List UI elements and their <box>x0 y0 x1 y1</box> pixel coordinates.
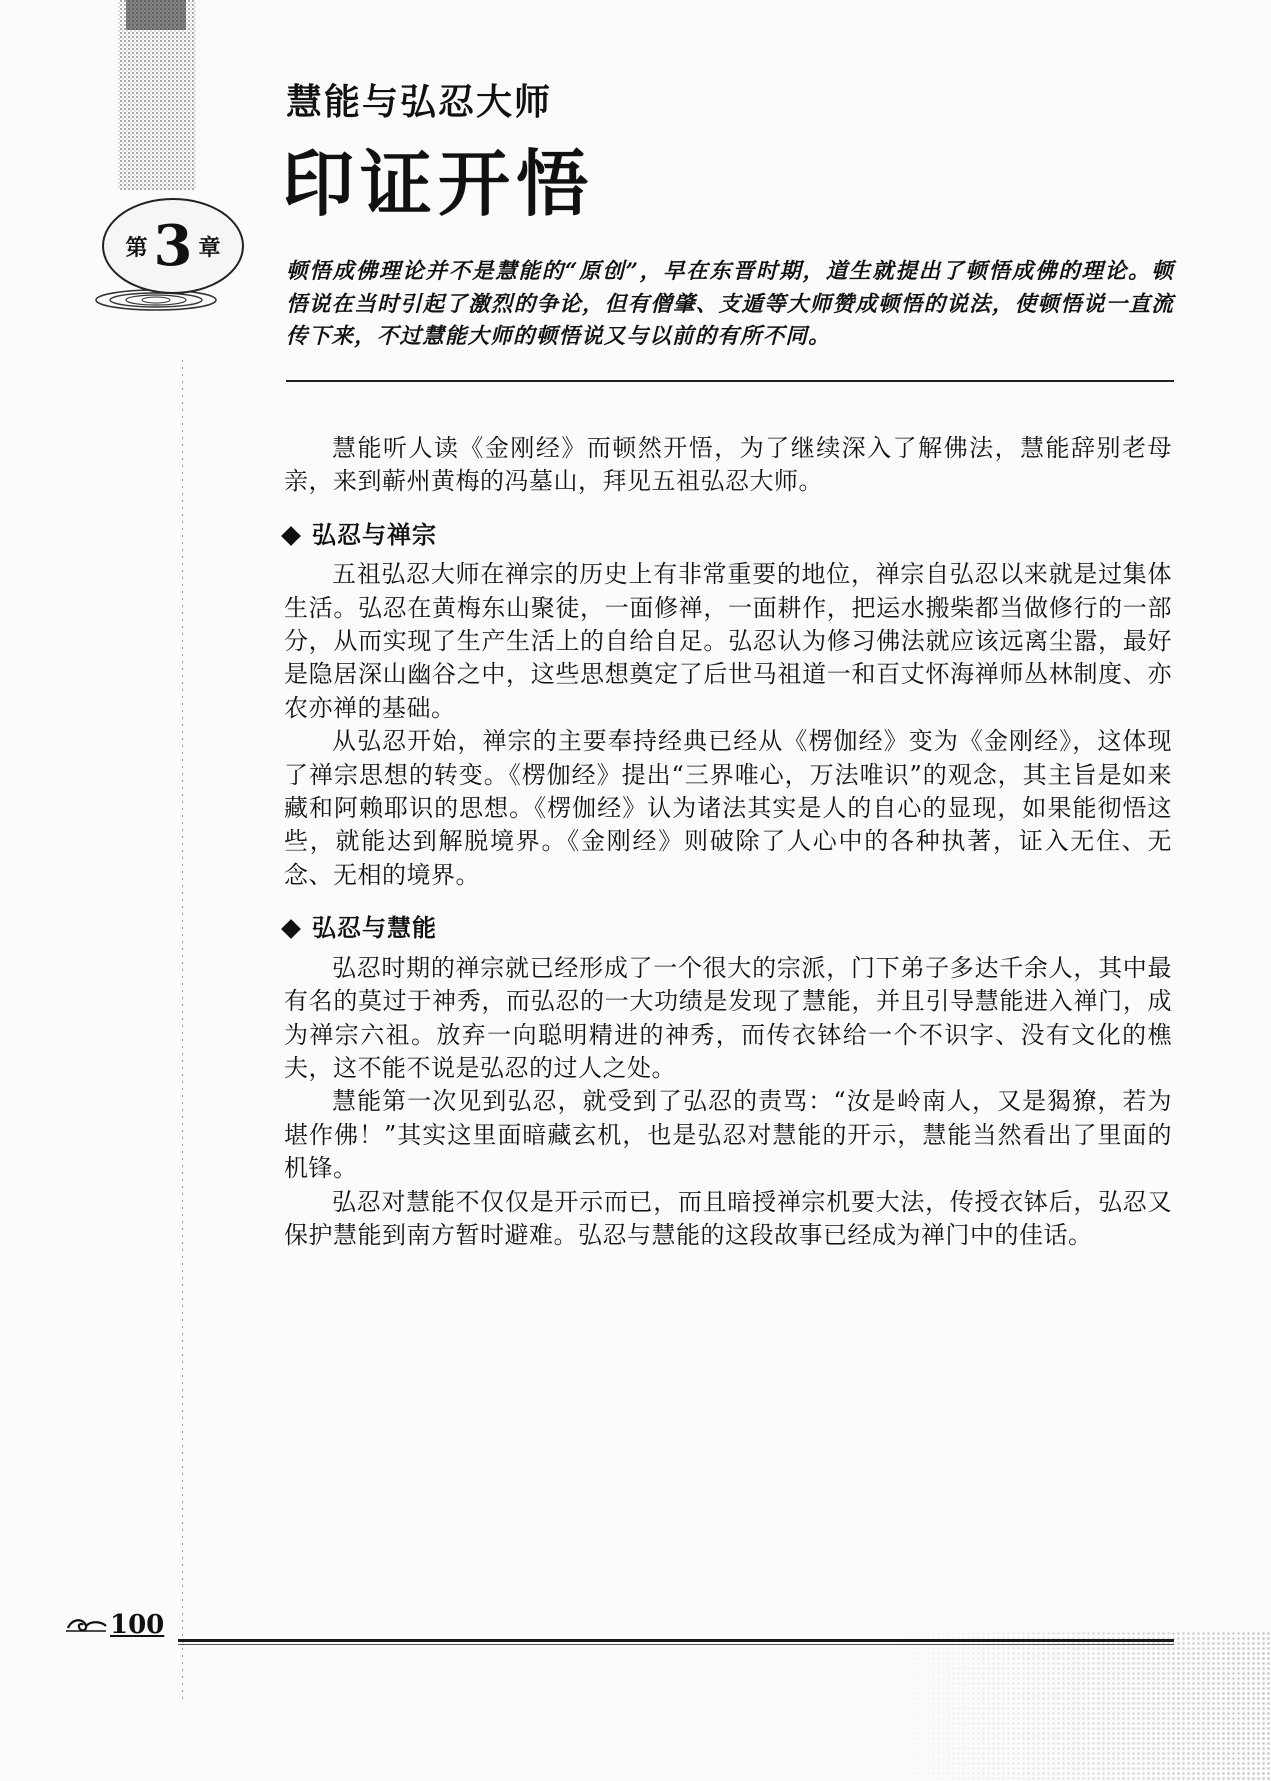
paragraph: 从弘忍开始，禅宗的主要奉持经典已经从《楞伽经》变为《金刚经》，这体现了禅宗思想的转变。《楞伽经》提出“三界唯心，万法唯识”的观念，其主旨是如来藏和阿赖耶识的思想。《楞伽经》认为诸法其实是人的自心的显现，如果能彻悟这些，就能达到解脱境界。《金刚经》则破除了人心中的各种执著，证入无住、无念、无相的境界。 <box>284 727 1172 889</box>
diamond-bullet-icon <box>281 919 301 939</box>
opening-paragraph: 慧能听人读《金刚经》而顿然开悟，为了继续深入了解佛法，慧能辞别老母亲，来到蕲州黄梅的冯墓山，拜见五祖弘忍大师。 <box>284 434 1172 496</box>
margin-rule <box>182 360 183 1700</box>
section-heading-text: 弘忍与禅宗 <box>312 520 437 549</box>
chapter-badge <box>102 198 244 294</box>
chapter-badge-prefix: 第 <box>125 234 148 261</box>
halftone-texture <box>891 1631 1271 1781</box>
paragraph: 五祖弘忍大师在禅宗的历史上有非常重要的地位，禅宗自弘忍以来就是过集体生活。弘忍在黄梅东山聚徒，一面修禅，一面耕作，把运水搬柴都当做修行的一部分，从而实现了生产生活上的自给自足。弘忍认为修习佛法就应该远离尘嚣，最好是隐居深山幽谷之中，这些思想奠定了后世马祖道一和百丈怀海禅师丛林制度、亦农亦禅的基础。 <box>284 560 1172 722</box>
paragraph: 弘忍时期的禅宗就已经形成了一个很大的宗派，门下弟子多达千余人，其中最有名的莫过于神秀，而弘忍的一大功绩是发现了慧能，并且引导慧能进入禅门，成为禅宗六祖。放弃一向聪明精进的神秀，而传衣钵给一个不识字、没有文化的樵夫，这不能不说是弘忍的过人之处。 <box>284 953 1172 1082</box>
chapter-badge-suffix: 章 <box>198 234 221 261</box>
section-heading <box>284 519 1172 552</box>
tree-ripple-ornament-icon <box>92 0 220 358</box>
intro-divider <box>286 380 1174 382</box>
chapter-kicker: 慧能与弘忍大师 <box>286 81 553 123</box>
swirl-icon <box>64 1614 108 1636</box>
section-heading <box>284 912 1172 945</box>
chapter-badge-number: 3 <box>153 213 193 279</box>
chapter-title: 印证开悟 <box>282 141 595 226</box>
chapter-intro: 顿悟成佛理论并不是慧能的“原创”，早在东晋时期，道生就提出了顿悟成佛的理论。顿悟说在当时引起了激烈的争论，但有僧肇、支遁等大师赞成顿悟的说法，使顿悟说一直流传下来，不过慧能大师的顿悟说又与以前的有所不同。 <box>286 259 1174 349</box>
page-footer <box>64 1610 164 1640</box>
paragraph: 慧能第一次见到弘忍，就受到了弘忍的责骂：“汝是岭南人，又是猲獠，若为堪作佛！”其实这里面暗藏玄机，也是弘忍对慧能的开示，慧能当然看出了里面的机锋。 <box>284 1087 1172 1183</box>
body-text <box>284 432 1172 1252</box>
page-number: 100 <box>110 1610 165 1640</box>
paragraph: 弘忍对慧能不仅仅是开示而已，而且暗授禅宗机要大法，传授衣钵后，弘忍又保护慧能到南方暂时避难。弘忍与慧能的这段故事已经成为禅门中的佳话。 <box>284 1187 1172 1249</box>
diamond-bullet-icon <box>281 526 301 546</box>
section-heading-text: 弘忍与慧能 <box>312 914 437 943</box>
